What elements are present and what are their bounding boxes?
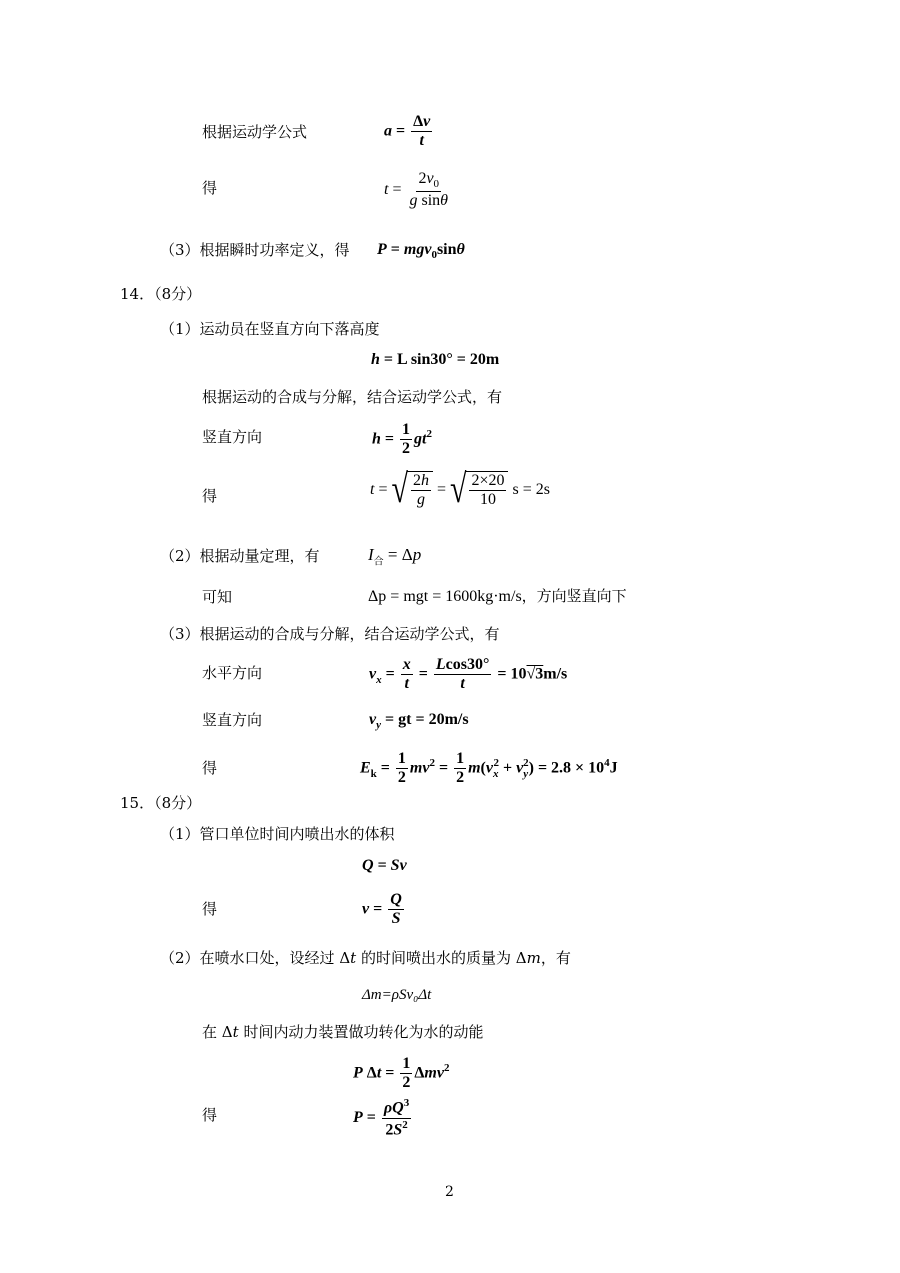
height-formula: h = L sin30° = 20m <box>371 351 500 368</box>
de-label-4: 得 <box>202 900 218 918</box>
p13-3-text: （3）根据瞬时功率定义，得 <box>160 241 350 259</box>
velocity-formula: v = $\frac{Q}{S}$ <box>362 891 402 928</box>
de-label-1: 得 <box>202 179 218 197</box>
power-result-formula: P = $\frac{\rho Q^3}{2S^2}$ <box>353 1097 410 1139</box>
vertical-direction-label-1: 竖直方向 <box>202 428 263 446</box>
q15-part1: （1）管口单位时间内喷出水的体积 <box>160 825 395 843</box>
kinematics-formula-label: 根据运动学公式 <box>202 123 308 141</box>
page-number: 2 <box>445 1184 454 1200</box>
free-fall-formula: h = $\frac{1}{2}$ $gt^2$ <box>372 421 432 458</box>
q14-part2: （2）根据动量定理，有 <box>160 547 320 565</box>
de-label-3: 得 <box>202 759 218 777</box>
q14-part3: （3）根据运动的合成与分解，结合运动学公式，有 <box>160 625 500 643</box>
work-energy-formula: P Δt = $\frac{1}{2}$ Δmv$^2$ <box>353 1055 450 1092</box>
time-formula: t = $\frac{2v_0}{\text{g sinθ}}$ <box>384 170 449 209</box>
q15-part2: （2）在喷水口处，设经过 Δt 的时间喷出水的质量为 Δm，有 <box>160 949 571 967</box>
acceleration-formula: a = $\frac{\Delta v}{t}$ <box>384 113 431 150</box>
kinetic-energy-formula: $E_k$ = $\frac{1}{2}$ $mv^2$ = $\frac{1}{2}$ $m(v_x^2 + v_y^2) = 2.8 \times 10^4J$ <box>360 750 618 787</box>
q14-header: 14．（8分） <box>120 285 202 303</box>
fall-time-formula: t = √ $\frac{2h}{g}$ = √ $\frac{2\times 20}{10}$ s = 2s <box>370 467 550 512</box>
flow-formula: Q = Sv <box>362 857 407 874</box>
vertical-direction-label-2: 竖直方向 <box>202 711 263 729</box>
q14-part1: （1）运动员在竖直方向下落高度 <box>160 320 380 338</box>
vy-formula: $v_y$ = gt = 20m/s <box>369 711 469 732</box>
de-label-5: 得 <box>202 1106 218 1124</box>
impulse-formula: $I_合 = \Delta p$ <box>368 545 422 568</box>
momentum-formula: Δp = mgt = 1600kg·m/s，方向竖直向下 <box>368 588 627 605</box>
q15-work-text: 在 Δt 时间内动力装置做功转化为水的动能 <box>202 1023 484 1041</box>
de-label-2: 得 <box>202 487 218 505</box>
q14-compose-text: 根据运动的合成与分解，结合运动学公式，有 <box>202 388 503 406</box>
mass-formula: Δm=ρSv₀Δt <box>362 987 432 1003</box>
power-formula: P = mgv$_0$sinθ <box>377 241 465 262</box>
vx-formula: $v_x$ = $\frac{x}{t}$ = $\frac{Lcos30^\circ}{t}$ = 10√3m/s <box>369 656 568 693</box>
kezhi-label: 可知 <box>202 588 233 606</box>
horizontal-direction-label: 水平方向 <box>202 664 263 682</box>
q15-header: 15．（8分） <box>120 794 202 812</box>
